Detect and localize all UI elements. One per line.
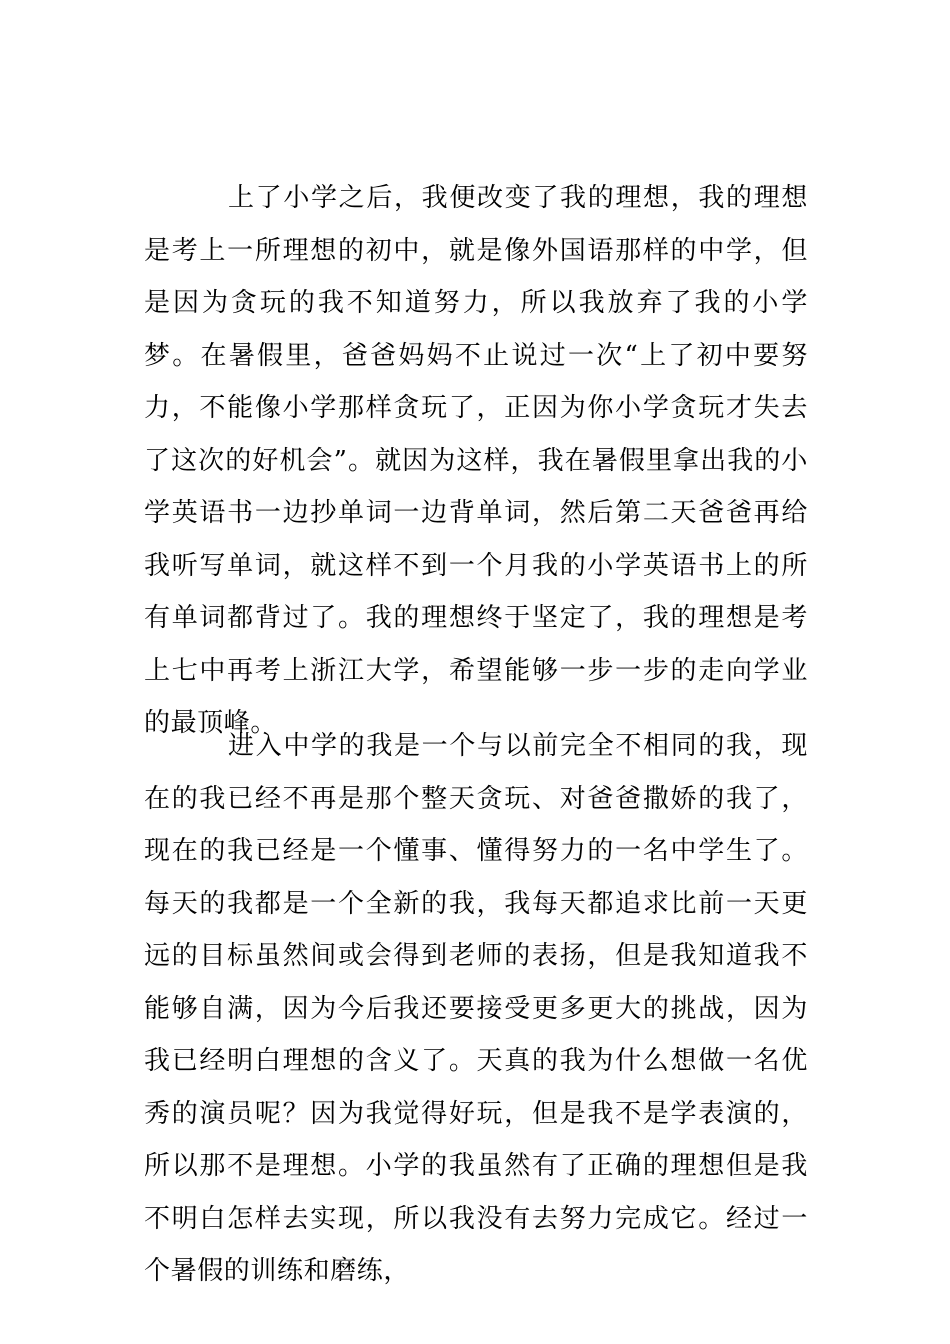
paragraph-1: 上了小学之后，我便改变了我的理想，我的理想是考上一所理想的初中，就是像外国语那样的中学，但是因为贪玩的我不知道努力，所以我放弃了我的小学梦。在暑假里，爸爸妈妈不止说过一次“上了初中要努力，不能像小学那样贪玩了，正因为你小学贪玩才失去了这次的好机会”。就因为这样，我在暑假里拿出我的小学英语书一边抄单词一边背单词，然后第二天爸爸再给我听写单词，就这样不到一个月我的小学英语书上的所有单词都背过了。我的理想终于坚定了，我的理想是考上七中再考上浙江大学，希望能够一步一步的走向学业的最顶峰。 bbox=[144, 183, 808, 738]
paragraph-2: 进入中学的我是一个与以前完全不相同的我，现在的我已经不再是那个整天贪玩、对爸爸撒娇的我了，现在的我已经是一个懂事、懂得努力的一名中学生了。每天的我都是一个全新的我，我每天都追求比前一天更远的目标虽然间或会得到老师的表扬，但是我知道我不能够自满，因为今后我还要接受更多更大的挑战，因为我已经明白理想的含义了。天真的我为什么想做一名优秀的演员呢？因为我觉得好玩，但是我不是学表演的，所以那不是理想。小学的我虽然有了正确的理想但是我不明白怎样去实现，所以我没有去努力完成它。经过一个暑假的训练和磨练， bbox=[144, 731, 808, 1286]
